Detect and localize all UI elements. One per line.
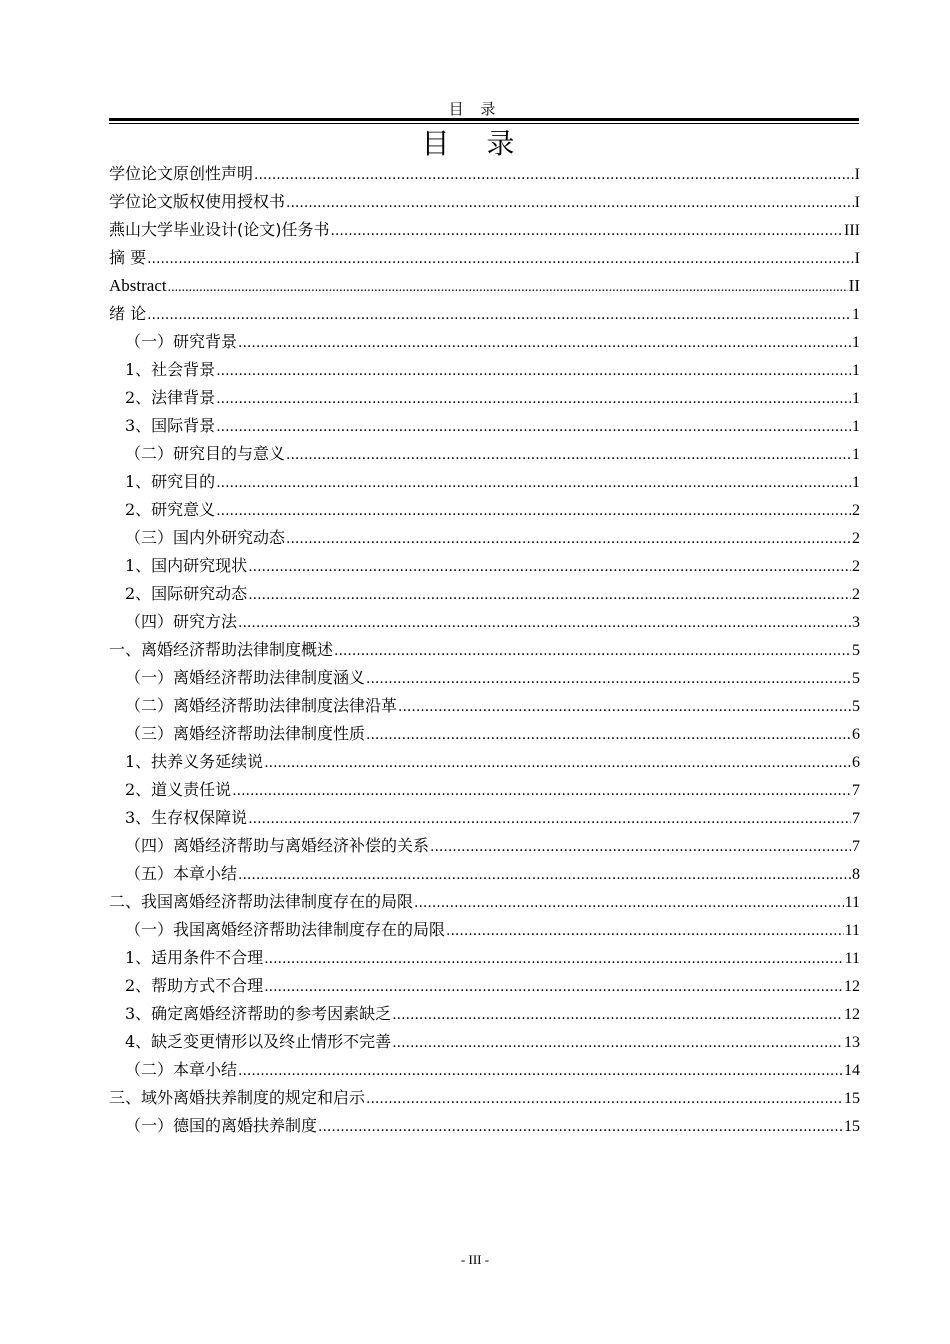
toc-entry-title: （一）离婚经济帮助法律制度涵义 bbox=[125, 668, 366, 687]
toc-dot-leader bbox=[264, 973, 843, 1001]
toc-dot-leader bbox=[248, 581, 851, 609]
toc-entry[interactable] bbox=[109, 608, 860, 636]
running-header: 目 录 bbox=[448, 100, 502, 118]
toc-dot-leader bbox=[248, 805, 851, 833]
toc-entry-title: 燕山大学毕业设计(论文)任务书 bbox=[109, 220, 330, 239]
toc-entry-page: 12 bbox=[844, 978, 860, 995]
toc-entry[interactable] bbox=[109, 832, 860, 860]
toc-entry-page: 8 bbox=[852, 866, 860, 883]
toc-entry[interactable] bbox=[109, 300, 860, 328]
toc-dot-leader bbox=[286, 441, 851, 469]
toc-entry-title: 3、国际背景 bbox=[125, 416, 216, 435]
toc-entry-page: 5 bbox=[852, 642, 860, 659]
toc-entry[interactable] bbox=[109, 496, 860, 524]
toc-entry-title: 3、生存权保障说 bbox=[125, 808, 248, 827]
toc-entry-page: 1 bbox=[852, 418, 860, 435]
toc-entry-page: 7 bbox=[852, 810, 860, 827]
toc-entry[interactable] bbox=[109, 160, 860, 188]
toc-entry[interactable] bbox=[109, 580, 860, 608]
toc-entry-title: 1、社会背景 bbox=[125, 360, 216, 379]
toc-entry-title: （三）离婚经济帮助法律制度性质 bbox=[125, 724, 366, 743]
toc-entry-page: 2 bbox=[852, 502, 860, 519]
toc-entry[interactable] bbox=[109, 552, 860, 580]
toc-entry[interactable] bbox=[109, 692, 860, 720]
toc-entry-page: 6 bbox=[852, 726, 860, 743]
toc-entry[interactable] bbox=[109, 916, 860, 944]
toc-entry-page: 1 bbox=[852, 390, 860, 407]
toc-dot-leader bbox=[366, 665, 851, 693]
toc-entry[interactable] bbox=[109, 244, 860, 272]
toc-entry-title: 2、帮助方式不合理 bbox=[125, 976, 264, 995]
toc-entry-page: 13 bbox=[844, 1034, 860, 1051]
toc-entry-title: 摘 要 bbox=[109, 248, 147, 267]
toc-entry[interactable] bbox=[109, 776, 860, 804]
toc-entry-page: 1 bbox=[852, 362, 860, 379]
toc-entry[interactable] bbox=[109, 412, 860, 440]
toc-entry-title: 2、法律背景 bbox=[125, 388, 216, 407]
toc-entry[interactable] bbox=[109, 1000, 860, 1028]
toc-entry-title: （三）国内外研究动态 bbox=[125, 528, 286, 547]
toc-dot-leader bbox=[147, 245, 854, 273]
toc-dot-leader bbox=[232, 777, 851, 805]
toc-dot-leader bbox=[398, 693, 851, 721]
toc-entry-title: 2、道义责任说 bbox=[125, 780, 232, 799]
toc-dot-leader bbox=[254, 161, 854, 189]
toc-entry-page: 15 bbox=[844, 1118, 860, 1135]
toc-entry[interactable] bbox=[109, 524, 860, 552]
toc-entry-title: 2、国际研究动态 bbox=[125, 584, 248, 603]
toc-dot-leader bbox=[216, 413, 851, 441]
toc-entry-title: 三、域外离婚扶养制度的规定和启示 bbox=[109, 1088, 366, 1107]
toc-dot-leader bbox=[216, 357, 851, 385]
toc-entry-title: 2、研究意义 bbox=[125, 500, 216, 519]
toc-dot-leader bbox=[392, 1029, 843, 1057]
toc-dot-leader bbox=[264, 749, 851, 777]
toc-entry[interactable] bbox=[109, 1112, 860, 1140]
toc-entry-title: （一）我国离婚经济帮助法律制度存在的局限 bbox=[125, 920, 446, 939]
toc-dot-leader bbox=[331, 217, 844, 245]
page-number-footer: - III - bbox=[460, 1252, 490, 1267]
toc-dot-leader bbox=[147, 301, 851, 329]
toc-dot-leader bbox=[286, 525, 851, 553]
toc-entry-page: 2 bbox=[852, 586, 860, 603]
toc-entry[interactable] bbox=[109, 888, 860, 916]
toc-dot-leader bbox=[168, 274, 848, 302]
toc-entry-title: 1、扶养义务延续说 bbox=[125, 752, 264, 771]
toc-entry-page: 11 bbox=[844, 950, 860, 967]
toc-entry-title: 3、确定离婚经济帮助的参考因素缺乏 bbox=[125, 1004, 392, 1023]
toc-entry[interactable] bbox=[109, 944, 860, 972]
toc-dot-leader bbox=[334, 637, 851, 665]
toc-entry-title: （二）研究目的与意义 bbox=[125, 444, 286, 463]
toc-entry[interactable] bbox=[109, 216, 860, 244]
toc-entry-page: 3 bbox=[852, 614, 860, 631]
toc-dot-leader bbox=[238, 609, 851, 637]
toc-entry-title: 4、缺乏变更情形以及终止情形不完善 bbox=[125, 1032, 392, 1051]
toc-dot-leader bbox=[318, 1113, 843, 1141]
toc-entry-title: 1、适用条件不合理 bbox=[125, 948, 264, 967]
toc-entry-page: I bbox=[854, 166, 860, 183]
toc-entry-page: 1 bbox=[852, 334, 860, 351]
toc-entry-page: 14 bbox=[844, 1062, 860, 1079]
toc-entry-title: 学位论文版权使用授权书 bbox=[109, 192, 286, 211]
toc-entry[interactable] bbox=[109, 328, 860, 356]
toc-dot-leader bbox=[446, 917, 844, 945]
toc-entry[interactable] bbox=[109, 468, 860, 496]
toc-entry-page: 7 bbox=[852, 782, 860, 799]
toc-entry[interactable] bbox=[109, 440, 860, 468]
toc-entry-title: （二）离婚经济帮助法律制度法律沿革 bbox=[125, 696, 398, 715]
toc-entry[interactable] bbox=[109, 972, 860, 1000]
toc-entry-page: 1 bbox=[852, 474, 860, 491]
toc-dot-leader bbox=[414, 889, 844, 917]
toc-entry-title: （一）德国的离婚扶养制度 bbox=[125, 1116, 318, 1135]
toc-entry-title: （四）研究方法 bbox=[125, 612, 238, 631]
toc-dot-leader bbox=[264, 945, 843, 973]
toc-entry-title: （四）离婚经济帮助与离婚经济补偿的关系 bbox=[125, 836, 430, 855]
toc-entry[interactable] bbox=[109, 1084, 860, 1112]
toc-entry[interactable] bbox=[109, 1028, 860, 1056]
toc-entry-page: 1 bbox=[852, 306, 860, 323]
toc-dot-leader bbox=[238, 861, 851, 889]
toc-entry[interactable] bbox=[109, 356, 860, 384]
toc-entry-page: 11 bbox=[844, 894, 860, 911]
toc-entry-title: 1、研究目的 bbox=[125, 472, 216, 491]
toc-entry-page: 5 bbox=[852, 698, 860, 715]
toc-entry[interactable] bbox=[109, 860, 860, 888]
toc-entry-page: III bbox=[844, 222, 860, 239]
toc-dot-leader bbox=[216, 497, 851, 525]
toc-entry[interactable] bbox=[109, 384, 860, 412]
toc-entry-page: 12 bbox=[844, 1006, 860, 1023]
toc-dot-leader bbox=[248, 553, 851, 581]
toc-entry-title: 学位论文原创性声明 bbox=[109, 164, 254, 183]
toc-entry-page: 6 bbox=[852, 754, 860, 771]
toc-entry-page: I bbox=[854, 194, 860, 211]
header-rule-thick bbox=[109, 118, 859, 121]
toc-entry-page: 1 bbox=[852, 446, 860, 463]
table-of-contents bbox=[109, 160, 860, 1140]
toc-entry[interactable] bbox=[109, 720, 860, 748]
toc-dot-leader bbox=[430, 833, 851, 861]
toc-dot-leader bbox=[392, 1001, 843, 1029]
toc-dot-leader bbox=[238, 329, 851, 357]
toc-entry-title: 一、离婚经济帮助法律制度概述 bbox=[109, 640, 334, 659]
toc-entry-title: （一）研究背景 bbox=[125, 332, 238, 351]
toc-entry-page: 11 bbox=[844, 922, 860, 939]
toc-entry[interactable] bbox=[109, 804, 860, 832]
toc-entry[interactable] bbox=[109, 748, 860, 776]
toc-entry-title: 二、我国离婚经济帮助法律制度存在的局限 bbox=[109, 892, 414, 911]
toc-entry-title: （二）本章小结 bbox=[125, 1060, 238, 1079]
toc-dot-leader bbox=[366, 721, 851, 749]
toc-entry-page: 2 bbox=[852, 530, 860, 547]
toc-dot-leader bbox=[238, 1057, 843, 1085]
toc-entry[interactable] bbox=[109, 1056, 860, 1084]
toc-entry-title: （五）本章小结 bbox=[125, 864, 238, 883]
toc-entry[interactable] bbox=[109, 664, 860, 692]
toc-entry-title: 1、国内研究现状 bbox=[125, 556, 248, 575]
toc-entry-page: 15 bbox=[844, 1090, 860, 1107]
toc-entry-page: II bbox=[848, 276, 860, 295]
toc-entry-page: 2 bbox=[852, 558, 860, 575]
toc-dot-leader bbox=[286, 189, 854, 217]
toc-entry[interactable] bbox=[109, 636, 860, 664]
toc-entry-page: 5 bbox=[852, 670, 860, 687]
toc-entry-title: Abstract bbox=[109, 276, 167, 295]
toc-dot-leader bbox=[366, 1085, 843, 1113]
toc-title: 目 录 bbox=[421, 127, 529, 160]
toc-entry-page: I bbox=[854, 250, 860, 267]
toc-dot-leader bbox=[216, 385, 851, 413]
toc-entry-page: 7 bbox=[852, 838, 860, 855]
toc-entry[interactable] bbox=[109, 272, 860, 300]
toc-entry[interactable] bbox=[109, 188, 860, 216]
toc-dot-leader bbox=[216, 469, 851, 497]
toc-entry-title: 绪 论 bbox=[109, 304, 147, 323]
